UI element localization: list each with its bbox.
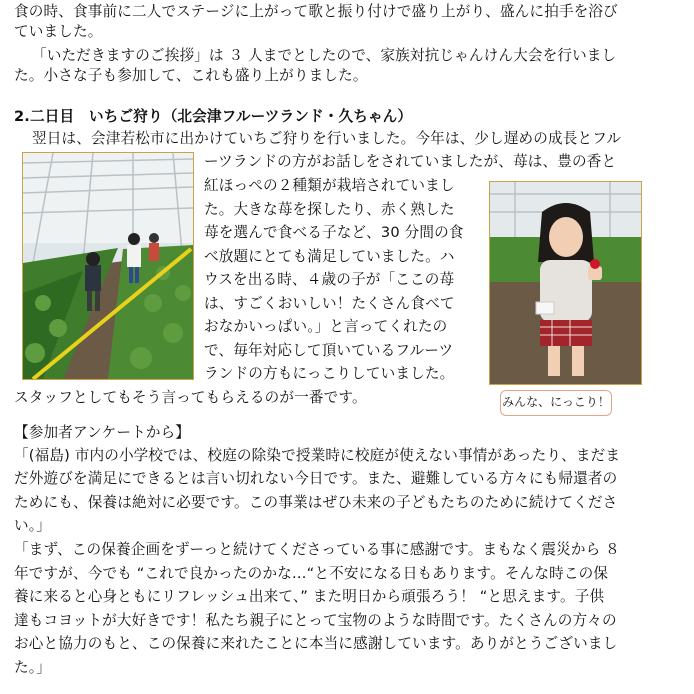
survey-line-3: ためにも、保養は絶対に必要です。この事業はぜひ未来の子どもたちのために続けてくださ: [14, 494, 618, 511]
body-line-2: ーツランドの方がお話しをされていましたが、苺は、豊の香と: [204, 153, 617, 170]
survey-line-4: い。」: [14, 517, 51, 534]
body-line-4: た。大きな苺を探したり、赤く熟した: [204, 201, 455, 218]
intro-line-4: た。小さな子も参加して、これも盛り上がりました。: [14, 67, 368, 84]
survey-line-10: た。」: [14, 659, 51, 676]
girl-with-strawberry-photo: [489, 181, 642, 385]
survey-line-9: お心と協力のもと、この保養に来れたことに本当に感謝しています。ありがとうございまし: [14, 635, 618, 652]
survey-line-5: 「まず、この保養企画をずーっと続けてくださっている事に感謝です。まもなく震災から ８: [14, 541, 620, 558]
photo-caption: みんな、にっこり！: [500, 390, 612, 416]
greenhouse-illustration: [23, 153, 193, 379]
survey-line-8: 達もコヨットが大好きです！私たち親子にとって宝物のような時間です。たくさんの方々の: [14, 612, 617, 629]
girl-illustration: [490, 182, 641, 384]
survey-heading: 【参加者アンケートから】: [14, 424, 191, 441]
strawberry-greenhouse-photo: [22, 152, 194, 380]
body-line-5: 苺を選んで食べる子など、30 分間の食: [204, 224, 464, 241]
intro-line-3: 「いただきますのご挨拶」は ３ 人までとしたので、家族対抗じゃんけん大会を行いまし: [32, 47, 617, 64]
intro-line-1: 食の時、食事前に二人でステージに上がって歌と振り付けで盛り上がり、盛んに拍手を浴び: [14, 3, 618, 20]
survey-line-7: 養に来ると心身ともにリフレッシュ出来て、” また明日から頑張ろう！ “と思えます。子供: [14, 588, 605, 605]
body-line-11: ランドの方もにっこりしていました。: [204, 365, 455, 382]
body-line-9: おなかいっぱい。」と言ってくれたの: [204, 318, 448, 335]
body-line-6: べ放題にとても満足していました。ハ: [204, 248, 455, 265]
survey-line-2: だ外遊びを満足にできるとは言い切れない今日です。また、避難している方々にも帰還者の: [14, 470, 618, 487]
body-line-1: 翌日は、会津若松市に出かけていちご狩りを行いました。今年は、少し遅めの成長とフル: [32, 130, 622, 147]
intro-line-2: ていました。: [14, 23, 103, 40]
body-line-7: ウスを出る時、４歳の子が「ここの苺: [204, 271, 455, 288]
body-line-3: 紅ほっぺの２種類が栽培されていまし: [204, 177, 455, 194]
body-line-10: で、毎年対応して頂いているフルーツ: [204, 342, 454, 359]
section-heading: 2.二日目 いちご狩り（北会津フルーツランド・久ちゃん）: [14, 108, 413, 125]
survey-line-1: 「(福島) 市内の小学校では、校庭の除染で授業時に校庭が使えない事情があったり、まだま: [14, 447, 621, 464]
survey-line-6: 年ですが、今でも “これで良かったのかな…“と不安になる日もあります。そんな時この保: [14, 565, 609, 582]
body-line-8: は、すごくおいしい！たくさん食べて: [204, 295, 455, 312]
body-line-12: スタッフとしてもそう言ってもらえるのが一番です。: [14, 389, 367, 406]
